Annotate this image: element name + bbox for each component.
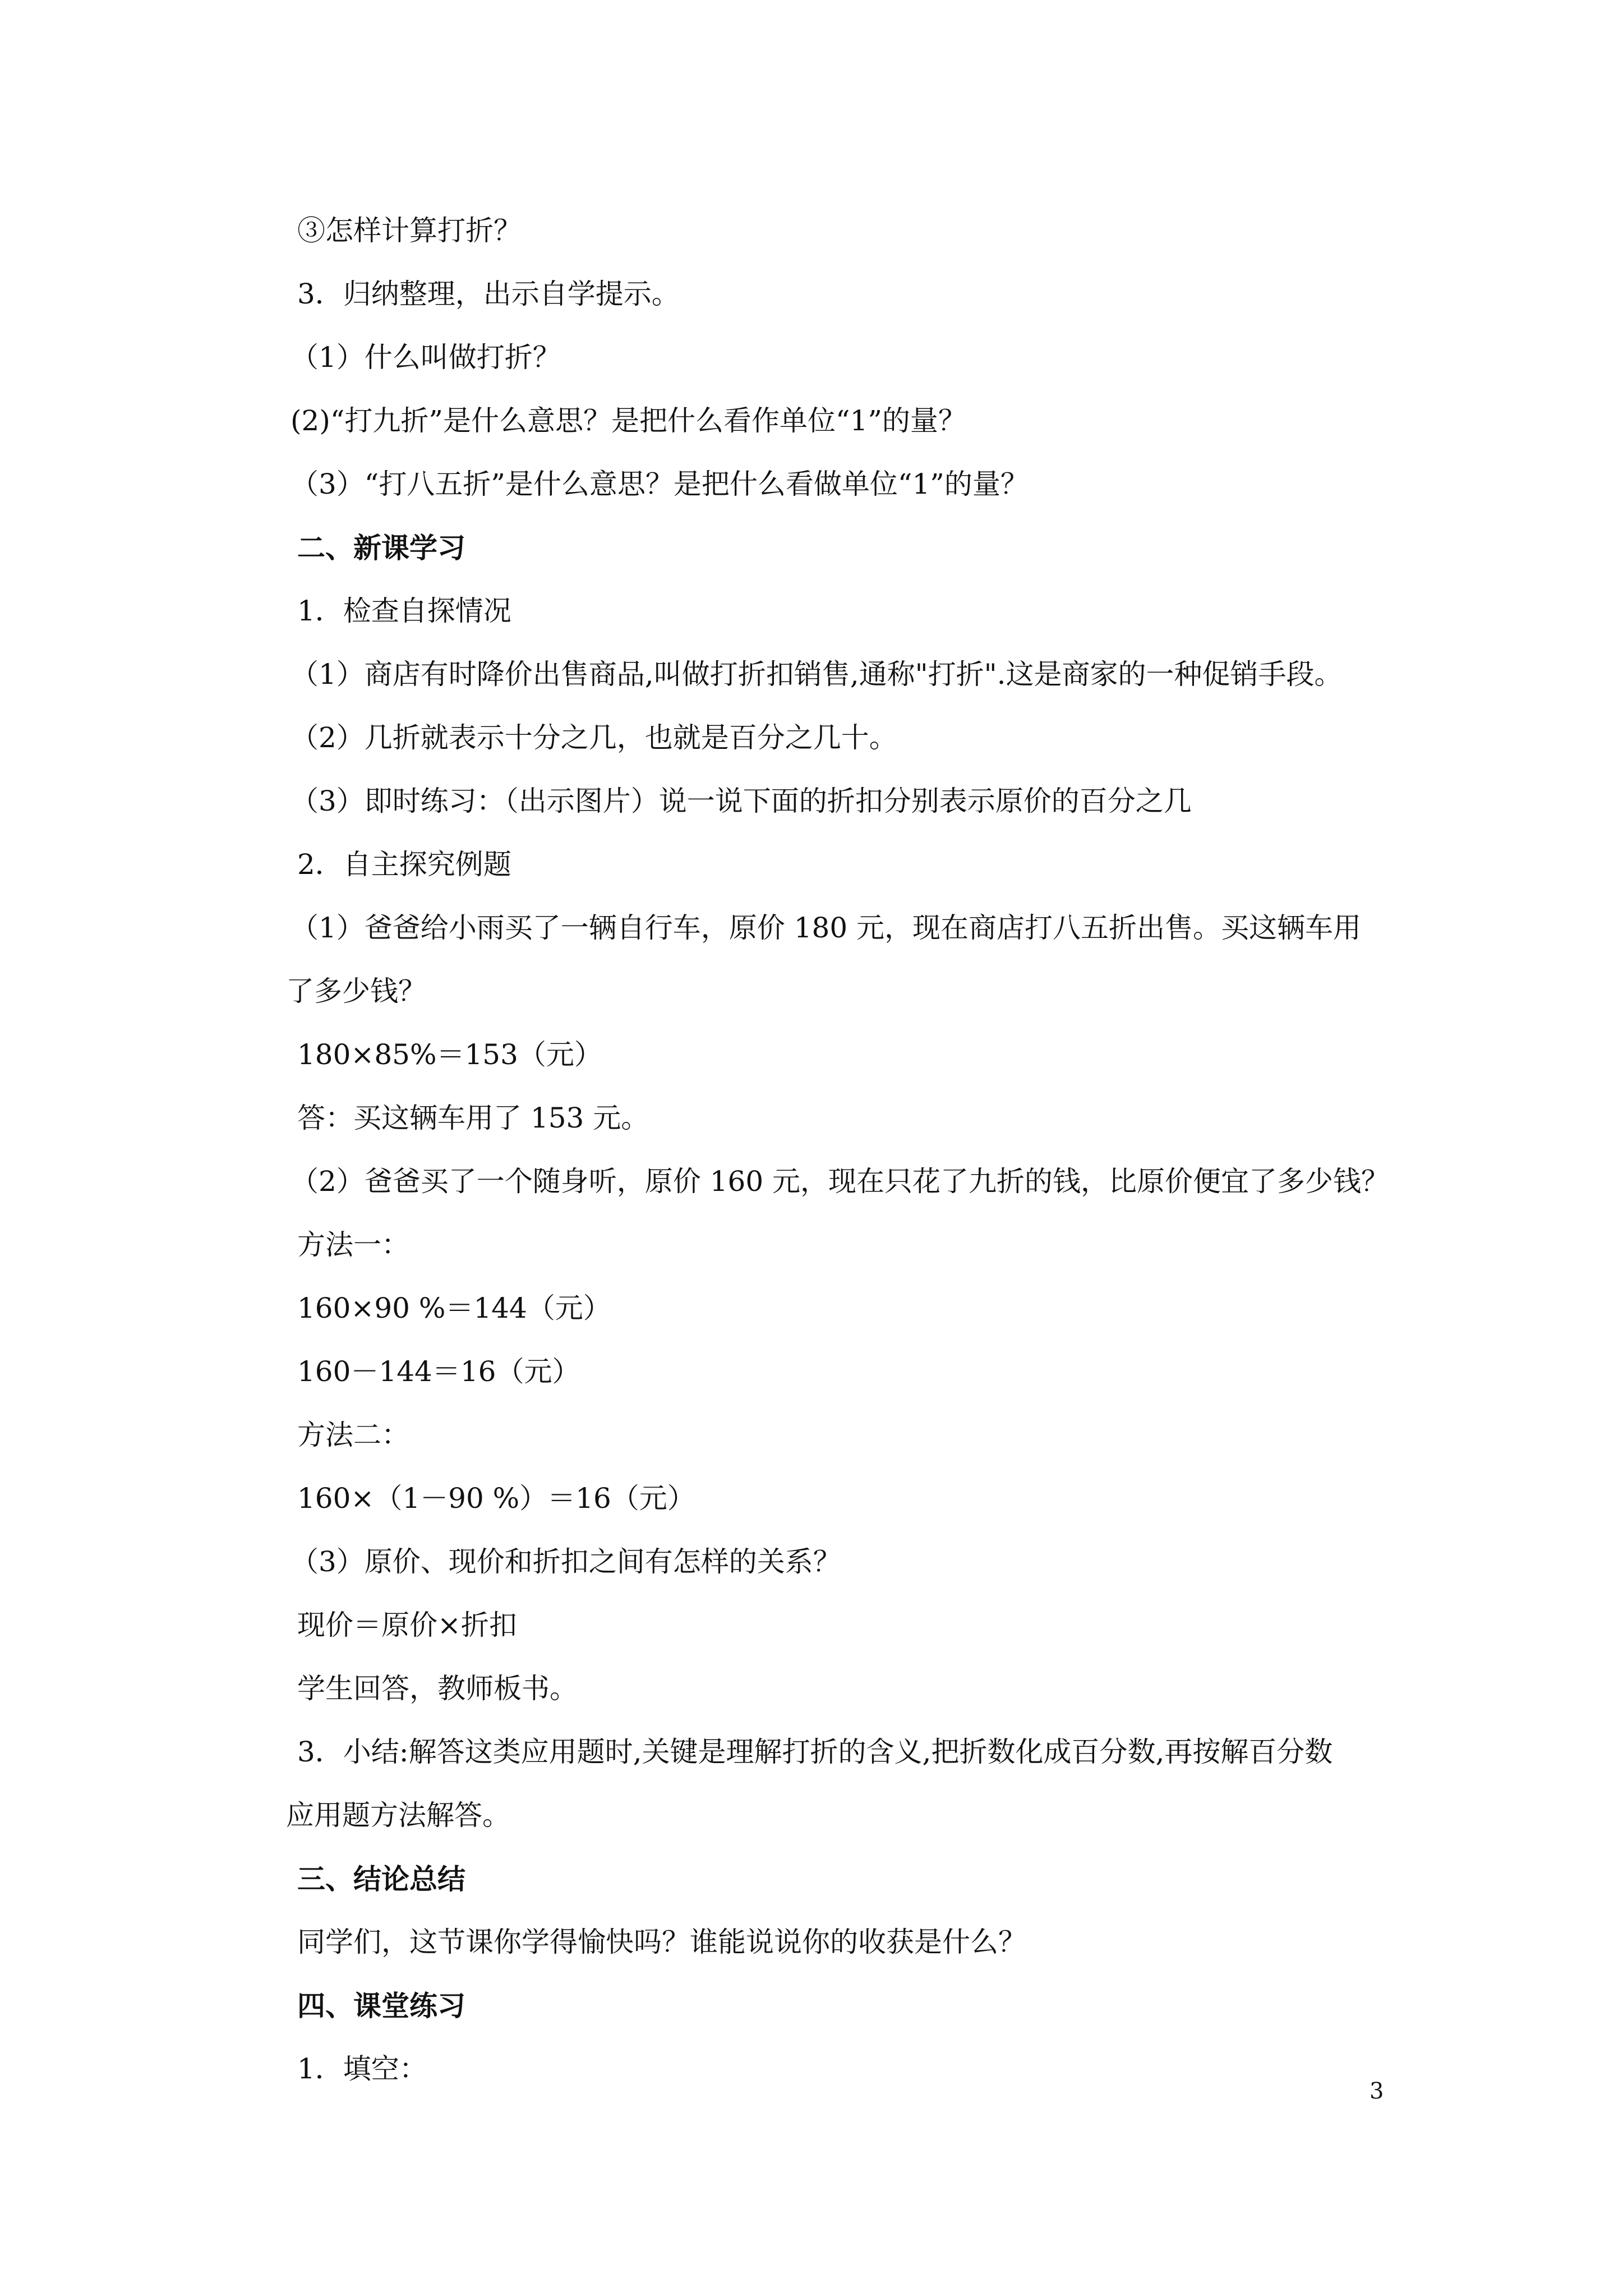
section-heading-conclusion: 三、结论总结	[297, 1862, 465, 1895]
summary-text: 3．小结:解答这类应用题时,关键是理解打折的含义,把折数化成百分数,再按解百分数	[297, 1736, 1333, 1768]
example-1-equation: 180×85%＝153（元）	[297, 1038, 602, 1071]
relation-question: （3）原价、现价和折扣之间有怎样的关系？	[291, 1545, 841, 1578]
example-2-text: （2）爸爸买了一个随身听，原价 160 元，现在只花了九折的钱，比原价便宜了多少钱？	[291, 1165, 1390, 1198]
subheading-explore: 2．自主探究例题	[297, 848, 511, 881]
summary-text-cont: 应用题方法解答。	[286, 1799, 510, 1832]
section-heading-new-lesson: 二、新课学习	[297, 531, 465, 564]
conclusion-text: 同学们，这节课你学得愉快吗？谁能说说你的收获是什么？	[297, 1926, 1026, 1958]
step-item-calc-discount: ③怎样计算打折？	[297, 214, 522, 247]
relation-formula: 现价＝原价×折扣	[297, 1609, 517, 1641]
method-1-step-2: 160－144＝16（元）	[297, 1355, 580, 1388]
prompt-item-3: （3）“打八五折”是什么意思？是把什么看做单位“1”的量？	[291, 468, 1029, 500]
step-heading-summary: 3．归纳整理，出示自学提示。	[297, 278, 680, 310]
check-item-2: （2）几折就表示十分之几，也就是百分之几十。	[291, 721, 897, 754]
board-note: 学生回答，教师板书。	[297, 1672, 578, 1705]
prompt-item-1: （1）什么叫做打折？	[291, 341, 561, 374]
page-body	[286, 199, 1408, 2101]
page-number: 3	[1370, 2078, 1384, 2104]
method-1-label: 方法一：	[297, 1228, 409, 1261]
check-item-3: （3）即时练习：（出示图片）说一说下面的折扣分别表示原价的百分之几	[291, 785, 1192, 817]
example-1-text: （1）爸爸给小雨买了一辆自行车，原价 180 元，现在商店打八五折出售。买这辆车用	[291, 912, 1362, 944]
prompt-item-2: (2)“打九折”是什么意思？是把什么看作单位“1”的量？	[291, 404, 966, 437]
method-2-label: 方法二：	[297, 1419, 409, 1451]
section-heading-practice: 四、课堂练习	[297, 1989, 465, 2022]
example-1-text-cont: 了多少钱？	[286, 975, 426, 1007]
practice-item-1: 1．填空：	[297, 2053, 427, 2085]
subheading-check: 1．检查自探情况	[297, 595, 511, 627]
method-1-step-1: 160×90 %＝144（元）	[297, 1292, 611, 1324]
example-1-answer: 答：买这辆车用了 153 元。	[297, 1102, 649, 1134]
check-item-1: （1）商店有时降价出售商品,叫做打折扣销售,通称"打折".这是商家的一种促销手段。	[291, 658, 1343, 691]
method-2-step-1: 160×（1－90 %）＝16（元）	[297, 1482, 695, 1515]
